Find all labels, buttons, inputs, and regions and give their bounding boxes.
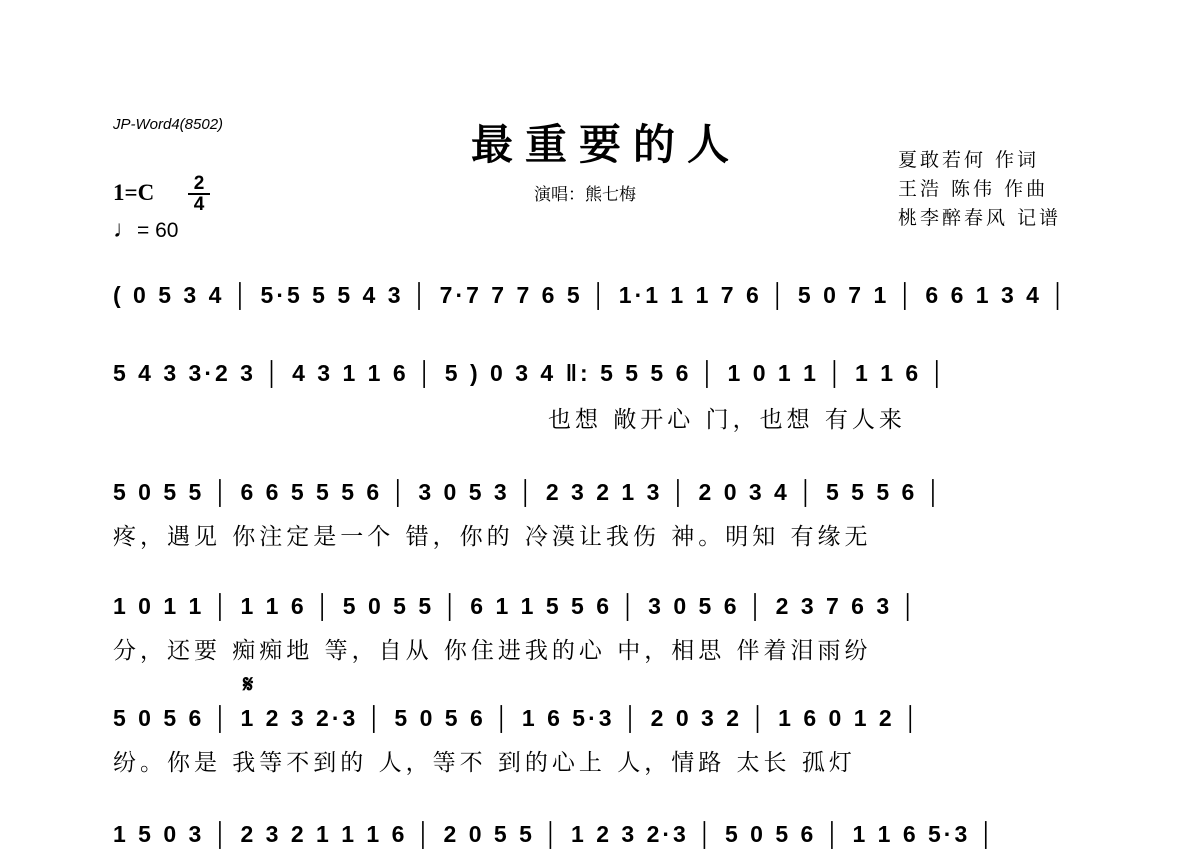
time-signature-numerator: 2	[188, 175, 210, 195]
song-title: 最重要的人	[470, 120, 741, 169]
key-signature: 1=C	[113, 180, 155, 205]
lyric-line-4: 分，还要 痴痴地 等，自从 你住进我的心 中，相思 伴着泪雨纷	[113, 638, 872, 664]
transcriber-credit: 桃李醉春风 记谱	[898, 207, 1062, 229]
quarter-note-icon: ♩	[113, 216, 137, 243]
staff-line-6: 1 5 0 3 │ 2 3 2 1 1 1 6 │ 2 0 5 5 │ 1 2 3 2·3 │ 5 0 5 6 │ 1 1 6 5·3 │	[113, 821, 998, 847]
tempo-value: = 60	[137, 219, 179, 242]
staff-line-1: ( 0 5 3 4 │ 5·5 5 5 4 3 │ 7·7 7 7 6 5 │ 1·1 1 1 7 6 │ 5 0 7 1 │ 6 6 1 3 4 │	[113, 282, 1069, 308]
credits-block	[898, 146, 1061, 233]
lyric-line-2: 也想 敞开心 门，也想 有人来	[548, 407, 906, 433]
staff-line-2: 5 4 3 3·2 3 │ 4 3 1 1 6 │ 5 ) 0 3 4 ‖: 5 5 5 6 │ 1 0 1 1 │ 1 1 6 │	[113, 360, 948, 386]
time-signature	[188, 175, 210, 213]
software-label: JP-Word4(8502)	[113, 116, 224, 133]
time-signature-denominator: 4	[193, 194, 205, 215]
singer-credit: 演唱：熊七梅	[534, 185, 636, 205]
lyric-line-3: 疼，遇见 你注定是一个 错，你的 冷漠让我伤 神。明知 有缘无	[113, 524, 872, 550]
composer-credit: 王浩 陈伟 作曲	[898, 178, 1049, 200]
tempo-marking	[113, 216, 178, 244]
lyricist-credit: 夏敢若何 作词	[898, 149, 1040, 171]
staff-line-5: 5 0 5 6 │ 1 2 3 2·3 │ 5 0 5 6 │ 1 6 5·3 │ 2 0 3 2 │ 1 6 0 1 2 │	[113, 705, 922, 731]
staff-line-3: 5 0 5 5 │ 6 6 5 5 5 6 │ 3 0 5 3 │ 2 3 2 1 3 │ 2 0 3 4 │ 5 5 5 6 │	[113, 479, 945, 505]
lyric-line-5: 纷。你是 我等不到的 人，等不 到的心上 人，情路 太长 孤灯	[113, 750, 856, 776]
segno-icon: 𝄋	[243, 670, 254, 698]
staff-line-4: 1 0 1 1 │ 1 1 6 │ 5 0 5 5 │ 6 1 1 5 5 6 │ 3 0 5 6 │ 2 3 7 6 3 │	[113, 593, 919, 619]
